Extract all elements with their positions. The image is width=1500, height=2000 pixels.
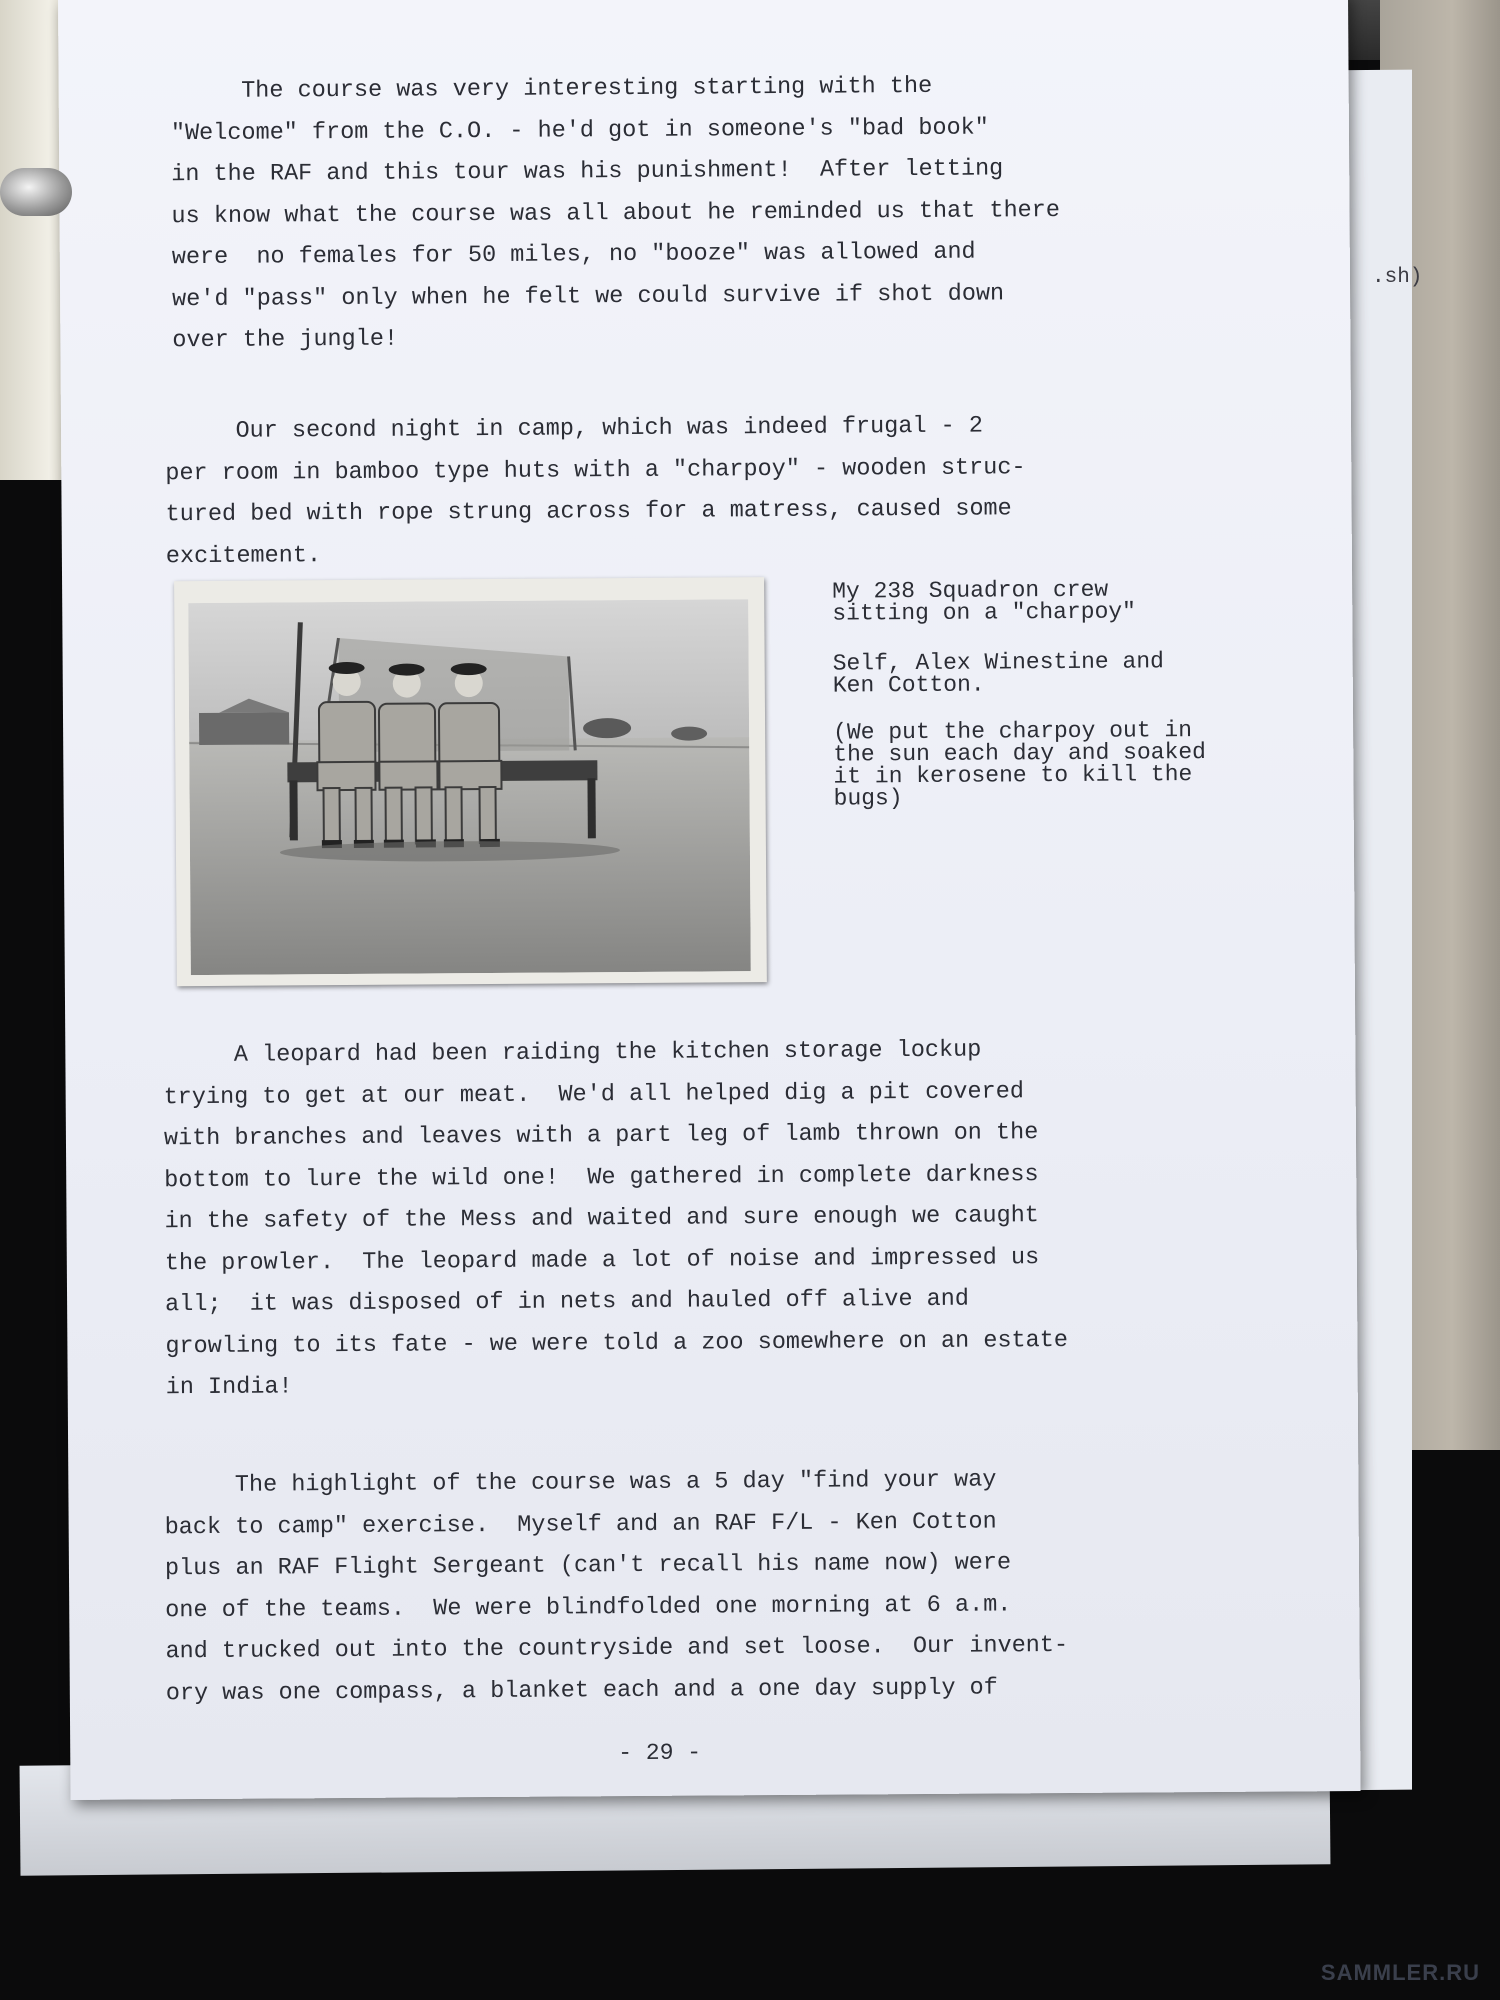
binder-ring-icon [0,168,72,216]
paragraph-course-intro: The course was very interesting starting with the "Welcome" from the C.O. - he'd got in someone's "bad book" in the RAF and this tour was his punishment! After letting us know what the course was all about he reminded us that there were no females for 50 miles, no "booze" was allowed and we'd "pass" only when he felt we could survive if shot down over the jungle! [170,72,1061,355]
paragraph-leopard: A leopard had been raiding the kitchen storage lockup trying to get at our meat. We'd all helped dig a pit covered with branches and leaves with a part leg of lamb thrown on the bottom to lure the wild one! We gathered in complete darkness in the safety of the Mess and waited and sure enough we caught the prowler. The leopard made a lot of noise and impressed us all; it was disposed of in nets and hauled off alive and growling to its fate - we were told a zoo somewhere on an estate in India! [163,1036,1069,1402]
photo [174,577,767,986]
paragraph-exercise: The highlight of the course was a 5 day "find your way back to camp" exercise. Myself and an RAF F/L - Ken Cotton plus an RAF Flight Sergeant (can't recall his name now) were one of the teams. We were blindfolded one morning at 6 a.m. and trucked out into the countryside and set loose. Our invent- ory was one compass, a blanket each and a one day supply of [164,1466,1069,1707]
photo-caption-names: Self, Alex Winestine and Ken Cotton. [832,648,1164,699]
page-number: - 29 - [618,1739,702,1767]
photo-caption-crew: My 238 Squadron crew sitting on a "charpoy" [832,576,1137,627]
typed-page [58,0,1361,1800]
crew-photo-image [188,599,751,975]
photo-caption-note: (We put the charpoy out in the sun each day and soaked it in kerosene to kill the bugs) [833,717,1207,812]
watermark: SAMMLER.RU [1320,1960,1480,1985]
underlying-sheet-text: .sh) [1372,266,1423,289]
paragraph-second-night: Our second night in camp, which was indeed frugal - 2 per room in bamboo type huts with a "charpoy" - wooden struc- tured bed with rope strung across for a matress, caused some excitement. [164,412,1026,570]
